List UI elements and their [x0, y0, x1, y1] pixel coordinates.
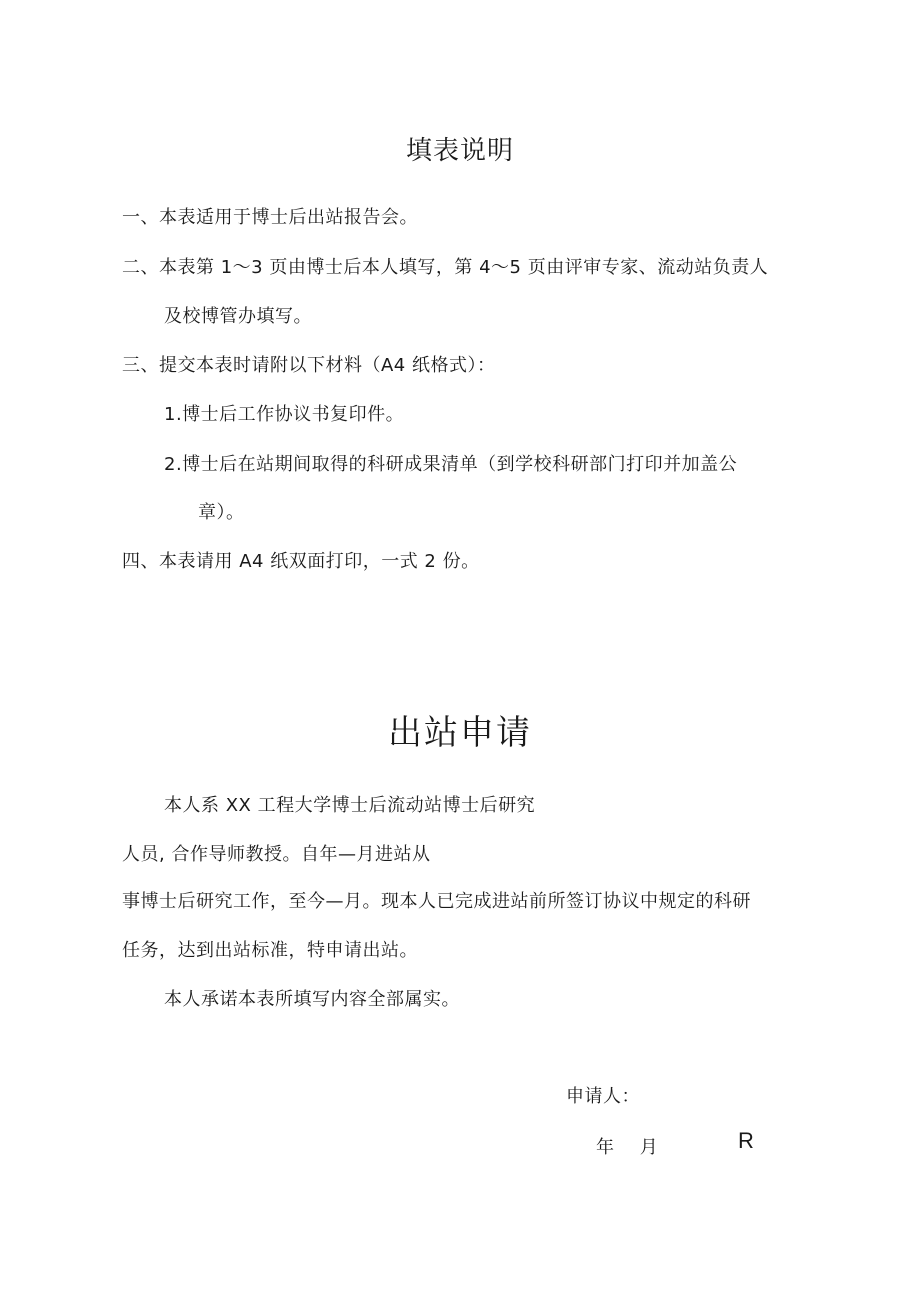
instruction-item-2-continued: 及校博管办填写。 — [164, 306, 312, 327]
application-paragraph-1: 本人系 XX 工程大学博士后流动站博士后研究 — [164, 795, 536, 816]
instruction-item-3: 三、提交本表时请附以下材料（A4 纸格式）： — [122, 355, 496, 376]
application-title: 出站申请 — [388, 713, 532, 753]
instruction-item-1: 一、本表适用于博士后出站报告会。 — [122, 207, 418, 228]
instruction-item-2: 二、本表第 1〜3 页由博士后本人填写，第 4〜5 页由评审专家、流动站负责人 — [122, 257, 769, 278]
application-paragraph-1-line-2: 人员, 合作导师教授。自年—月进站从 — [122, 844, 431, 865]
mark-r: R — [738, 1128, 754, 1153]
application-paragraph-1-line-3: 事博士后研究工作，至今—月。现本人已完成进站前所签订协议中规定的科研 — [122, 891, 751, 912]
instruction-sub-item-2: 2.博士后在站期间取得的科研成果清单（到学校科研部门打印并加盖公 — [164, 454, 738, 475]
application-paragraph-1-line-4: 任务，达到出站标准，特申请出站。 — [122, 940, 418, 961]
instructions-title: 填表说明 — [405, 136, 514, 166]
date-label: 年 月 — [596, 1137, 668, 1158]
applicant-label: 申请人： — [566, 1086, 640, 1107]
instruction-item-4: 四、本表请用 A4 纸双面打印，一式 2 份。 — [122, 551, 480, 572]
instruction-sub-item-1: 1.博士后工作协议书复印件。 — [164, 404, 405, 425]
instruction-sub-item-2-continued: 章）。 — [198, 502, 245, 523]
application-commitment: 本人承诺本表所填写内容全部属实。 — [164, 989, 460, 1010]
